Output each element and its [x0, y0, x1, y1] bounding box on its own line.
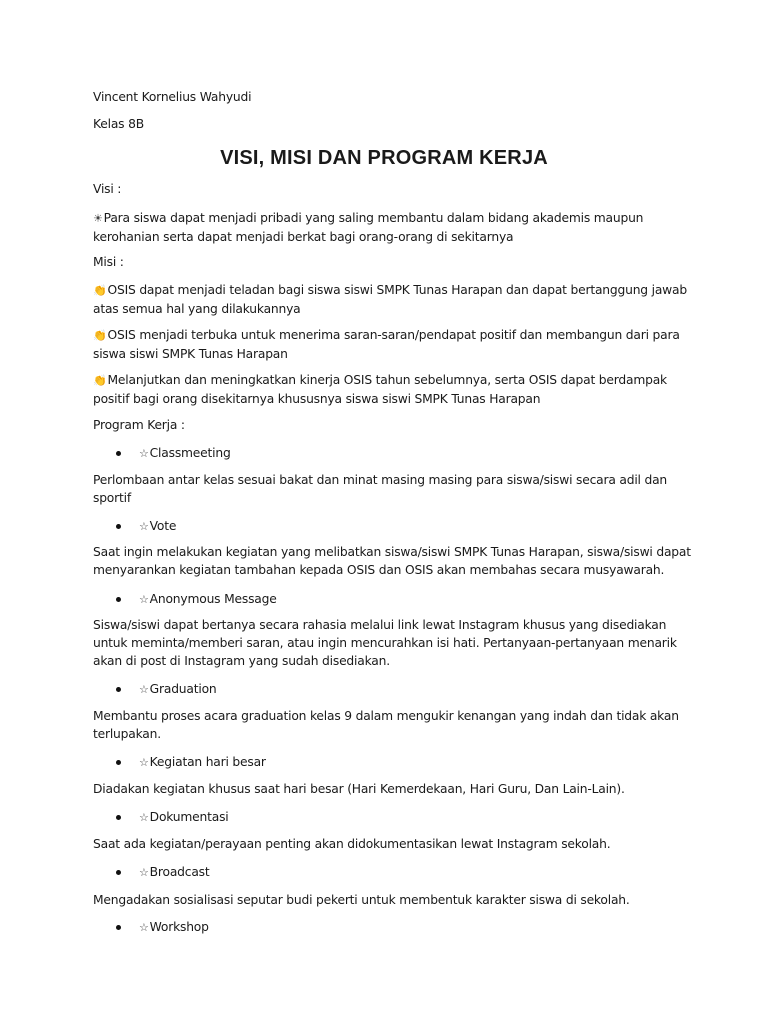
misi-text: OSIS menjadi terbuka untuk menerima saran-saran/pendapat positif dan membangun dari para siswa siswi SMPK Tunas Harapan [93, 328, 680, 361]
program-description: Siswa/siswi dapat bertanya secara rahasia melalui link lewat Instagram khusus yang disediakan untuk meminta/memberi saran, atau ingin mencurahkan isi hati. Pertanyaan-pertanyaan menarik akan di post di Instagram yang sudah disediakan. [93, 618, 677, 668]
misi-item [93, 281, 693, 318]
program-title: Anonymous Message [149, 592, 277, 606]
misi-heading: Misi : [93, 255, 124, 269]
program-title: Graduation [149, 682, 217, 696]
misi-text: OSIS dapat menjadi teladan bagi siswa siswi SMPK Tunas Harapan dan dapat bertanggung jawab atas semua hal yang dilakukannya [93, 283, 687, 316]
shooting-star-icon: ☆ [139, 921, 149, 934]
bullet-dot [116, 687, 121, 692]
program-description: Saat ingin melakukan kegiatan yang melibatkan siswa/siswi SMPK Tunas Harapan, siswa/siswi dapat menyarankan kegiatan tambahan kepada OSIS dan OSIS akan membahas secara musyawarah. [93, 545, 691, 577]
misi-item [93, 371, 693, 408]
document-title: VISI, MISI DAN PROGRAM KERJA [220, 147, 548, 169]
shooting-star-icon: ☆ [139, 447, 149, 460]
program-title: Classmeeting [149, 446, 231, 460]
program-title: Dokumentasi [149, 810, 229, 824]
program-title: Workshop [149, 920, 209, 934]
shooting-star-icon: ☆ [139, 866, 149, 879]
shooting-star-icon: ☆ [139, 756, 149, 769]
shooting-star-icon: ☆ [139, 811, 149, 824]
clapping-hands-icon: 👏 [93, 374, 107, 387]
bullet-dot [116, 451, 121, 456]
shooting-star-icon: ☆ [139, 683, 149, 696]
program-description: Membantu proses acara graduation kelas 9 dalam mengukir kenangan yang indah dan tidak akan terlupakan. [93, 709, 679, 741]
bullet-dot [116, 815, 121, 820]
clapping-hands-icon: 👏 [93, 284, 107, 297]
program-title: Broadcast [149, 865, 210, 879]
bullet-dot [116, 597, 121, 602]
misi-text: Melanjutkan dan meningkatkan kinerja OSIS tahun sebelumnya, serta OSIS dapat berdampak positif bagi orang disekitarnya khususnya siswa siswi SMPK Tunas Harapan [93, 373, 667, 406]
visi-statement: Para siswa dapat menjadi pribadi yang saling membantu dalam bidang akademis maupun kerohanian serta dapat menjadi berkat bagi orang-orang di sekitarnya [93, 211, 644, 244]
program-title: Vote [149, 519, 177, 533]
visi-heading: Visi : [93, 182, 122, 196]
class-label: Kelas 8B [93, 117, 144, 131]
program-description: Mengadakan sosialisasi seputar budi pekerti untuk membentuk karakter siswa di sekolah. [93, 893, 630, 907]
bullet-dot [116, 870, 121, 875]
bullet-dot [116, 925, 121, 930]
visi-text [93, 209, 693, 246]
bullet-dot [116, 760, 121, 765]
shooting-star-icon: ☆ [139, 593, 149, 606]
author-name: Vincent Kornelius Wahyudi [93, 90, 252, 104]
program-heading: Program Kerja : [93, 418, 185, 432]
program-description: Saat ada kegiatan/perayaan penting akan didokumentasikan lewat Instagram sekolah. [93, 837, 611, 851]
shooting-star-icon: ☆ [139, 520, 149, 533]
bullet-dot [116, 524, 121, 529]
program-description: Diadakan kegiatan khusus saat hari besar (Hari Kemerdekaan, Hari Guru, Dan Lain-Lain). [93, 782, 625, 796]
clapping-hands-icon: 👏 [93, 329, 107, 342]
sun-icon: ☀ [93, 212, 103, 225]
program-title: Kegiatan hari besar [149, 755, 266, 769]
program-description: Perlombaan antar kelas sesuai bakat dan minat masing masing para siswa/siswi secara adil dan sportif [93, 473, 667, 505]
misi-item [93, 326, 693, 363]
